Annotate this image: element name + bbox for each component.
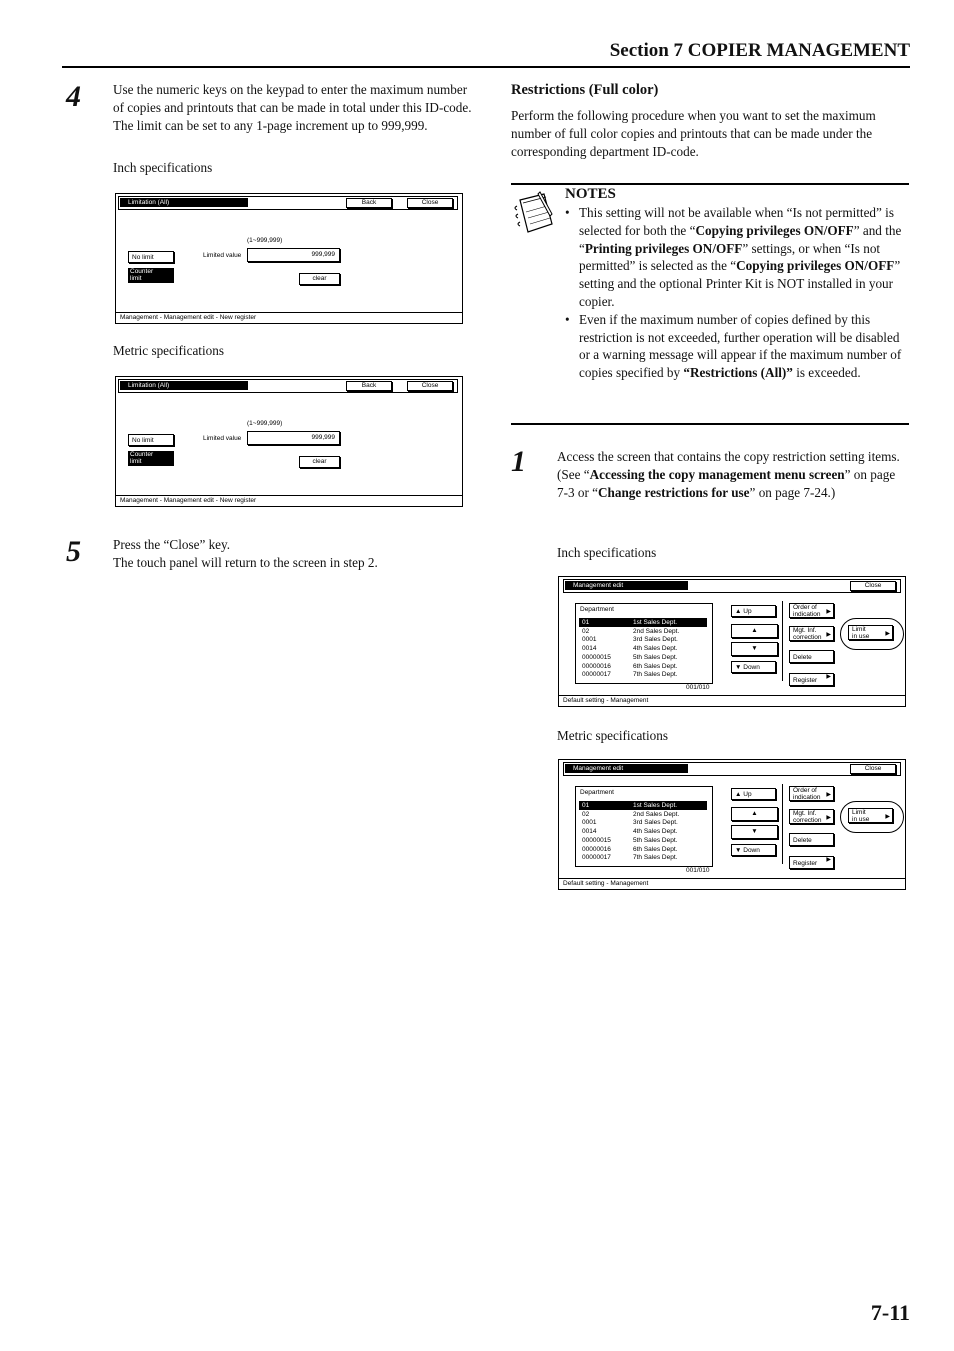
note-item-1: • This setting will not be available when “Is not permitted” is selected for both the “Copying privileges ON/OFF” and the “Printing privileges ON/OFF” settings, or when “Is not permitted” is selected as the “Copying privileges ON/OFF” setting and the optional Printer Kit is NOT installed in your copier. bbox=[565, 204, 909, 311]
list-item[interactable] bbox=[579, 627, 707, 636]
delete-button[interactable]: Delete bbox=[789, 650, 834, 663]
department-name: 3rd Sales Dept. bbox=[633, 819, 678, 827]
step-4-number: 4 bbox=[66, 80, 81, 113]
step-5-line-1: Press the “Close” key. bbox=[113, 537, 231, 552]
page-number: 7-11 bbox=[870, 1300, 910, 1325]
scroll-down-button[interactable] bbox=[731, 642, 778, 656]
clear-button[interactable]: clear bbox=[299, 273, 340, 285]
department-name: 2nd Sales Dept. bbox=[633, 810, 680, 818]
step-5-number: 5 bbox=[66, 535, 81, 568]
department-code: 0001 bbox=[582, 636, 597, 644]
department-code: 00000016 bbox=[582, 845, 611, 853]
triangle-up-icon: ▲ bbox=[751, 810, 758, 817]
order-of-indication-button[interactable]: Order of indication ▶ bbox=[789, 603, 834, 618]
clear-button[interactable]: clear bbox=[299, 456, 340, 468]
department-name: 4th Sales Dept. bbox=[633, 828, 678, 836]
counter-limit-button[interactable] bbox=[128, 268, 174, 283]
screen-footer: Default setting - Management bbox=[559, 878, 905, 889]
header-rule bbox=[62, 66, 910, 68]
list-item[interactable] bbox=[579, 836, 707, 845]
down-button[interactable] bbox=[731, 661, 776, 673]
up-button[interactable] bbox=[731, 788, 776, 800]
chevron-right-icon: ▶ bbox=[826, 857, 831, 863]
restrictions-heading: Restrictions (Full color) bbox=[511, 82, 659, 98]
department-label: Department bbox=[580, 789, 614, 796]
notes-top-rule bbox=[511, 183, 909, 185]
metric-spec-label-1: Metric specifications bbox=[113, 343, 224, 358]
department-code: 00000017 bbox=[582, 854, 611, 862]
metric-spec-label-2: Metric specifications bbox=[557, 728, 668, 743]
department-code: 00000015 bbox=[582, 653, 611, 661]
counter-limit-label-1: Counter bbox=[130, 451, 154, 458]
divider bbox=[782, 784, 783, 864]
delete-button[interactable]: Delete bbox=[789, 833, 834, 846]
department-name: 3rd Sales Dept. bbox=[633, 636, 678, 644]
department-list bbox=[575, 603, 713, 684]
department-code: 02 bbox=[582, 810, 590, 818]
department-name: 2nd Sales Dept. bbox=[633, 627, 680, 635]
chevron-right-icon: ▶ bbox=[826, 792, 831, 798]
range-text: (1~999,999) bbox=[247, 237, 283, 244]
step-4-text: Use the numeric keys on the keypad to enter the maximum number of copies and printouts that can be made in total under this ID-code. The limit can be set to any 1-page increment up to 999,999. bbox=[113, 82, 472, 133]
list-item[interactable] bbox=[579, 653, 707, 662]
list-item[interactable] bbox=[579, 810, 707, 819]
up-button[interactable] bbox=[731, 605, 776, 617]
notes-bottom-rule bbox=[511, 423, 909, 425]
divider bbox=[782, 601, 783, 681]
screen-footer: Management - Management edit - New register bbox=[116, 312, 462, 323]
department-code: 01 bbox=[582, 619, 590, 626]
limitation-screen-inch bbox=[115, 193, 463, 324]
step-1-line-2: (See “Accessing the copy management menu screen” on page 7-3 or “Change restrictions for use” on page 7-24.) bbox=[557, 466, 896, 500]
page-indicator: 001/010 bbox=[686, 684, 710, 691]
up-label: Up bbox=[743, 608, 752, 615]
limited-value-field[interactable]: 999,999 bbox=[247, 248, 340, 262]
list-item[interactable] bbox=[579, 853, 707, 862]
department-code: 0001 bbox=[582, 819, 597, 827]
notes-title: NOTES bbox=[565, 186, 616, 202]
chevron-right-icon: ▶ bbox=[826, 674, 831, 680]
counter-limit-label-1: Counter bbox=[130, 268, 154, 275]
up-arrow-icon: ▲ bbox=[735, 608, 742, 615]
mgt-inf-correction-button[interactable]: Mgt. Inf. correction ▶ bbox=[789, 626, 834, 641]
counter-limit-label-2: limit bbox=[130, 275, 142, 282]
department-name: 5th Sales Dept. bbox=[633, 836, 678, 844]
department-name: 6th Sales Dept. bbox=[633, 662, 678, 670]
triangle-down-icon: ▼ bbox=[751, 645, 758, 652]
list-item[interactable] bbox=[579, 662, 707, 671]
counter-limit-button[interactable] bbox=[128, 451, 174, 466]
department-name: 7th Sales Dept. bbox=[633, 671, 678, 679]
up-label: Up bbox=[743, 791, 752, 798]
department-code: 0014 bbox=[582, 828, 597, 836]
list-item[interactable] bbox=[579, 818, 707, 827]
no-limit-button[interactable]: No limit bbox=[128, 251, 174, 263]
page-indicator: 001/010 bbox=[686, 867, 710, 874]
screen-footer: Default setting - Management bbox=[559, 695, 905, 706]
department-code: 00000015 bbox=[582, 836, 611, 844]
step-1-text bbox=[557, 448, 909, 501]
department-name: 6th Sales Dept. bbox=[633, 845, 678, 853]
inch-spec-label-1: Inch specifications bbox=[113, 160, 213, 175]
chevron-right-icon: ▶ bbox=[826, 609, 831, 615]
close-button[interactable]: Close bbox=[407, 381, 453, 391]
department-name: 1st Sales Dept. bbox=[633, 619, 678, 626]
close-button[interactable]: Close bbox=[407, 198, 453, 208]
down-button[interactable] bbox=[731, 844, 776, 856]
down-arrow-icon: ▼ bbox=[735, 664, 742, 671]
list-item[interactable] bbox=[579, 827, 707, 836]
limited-value-label: Limited value bbox=[203, 252, 242, 259]
list-item[interactable] bbox=[579, 801, 707, 810]
register-button[interactable]: Register ▶ bbox=[789, 856, 834, 869]
management-edit-screen-inch bbox=[558, 576, 906, 707]
order-of-indication-button[interactable]: Order of indication ▶ bbox=[789, 786, 834, 801]
chevron-right-icon: ▶ bbox=[885, 631, 890, 637]
department-list bbox=[575, 786, 713, 867]
limited-value-label: Limited value bbox=[203, 435, 242, 442]
step-1-line-1: Access the screen that contains the copy restriction setting items. bbox=[557, 449, 900, 464]
close-button[interactable]: Close bbox=[850, 764, 896, 774]
counter-limit-label-2: limit bbox=[130, 458, 142, 465]
back-button[interactable]: Back bbox=[346, 198, 392, 208]
screen-title: Management edit bbox=[565, 581, 688, 590]
notes-list bbox=[565, 204, 909, 382]
no-limit-button[interactable]: No limit bbox=[128, 434, 174, 446]
chevron-right-icon: ▶ bbox=[826, 815, 831, 821]
limitation-screen-metric bbox=[115, 376, 463, 507]
department-code: 00000017 bbox=[582, 671, 611, 679]
down-label: Down bbox=[743, 847, 760, 854]
limit-in-use-button[interactable]: Limit in use ▶ bbox=[848, 808, 893, 823]
limit-in-use-button[interactable]: Limit in use ▶ bbox=[848, 625, 893, 640]
section-title: Section 7 COPIER MANAGEMENT bbox=[609, 40, 910, 61]
chevron-right-icon: ▶ bbox=[885, 814, 890, 820]
list-item[interactable] bbox=[579, 618, 707, 627]
down-arrow-icon: ▼ bbox=[735, 847, 742, 854]
list-item[interactable] bbox=[579, 644, 707, 653]
department-name: 5th Sales Dept. bbox=[633, 653, 678, 661]
inch-spec-label-2: Inch specifications bbox=[557, 545, 657, 560]
list-item[interactable] bbox=[579, 845, 707, 854]
list-item[interactable] bbox=[579, 670, 707, 679]
up-arrow-icon: ▲ bbox=[735, 791, 742, 798]
department-name: 4th Sales Dept. bbox=[633, 645, 678, 653]
note-item-2: • Even if the maximum number of copies defined by this restriction is not exceeded, further operation will be disabled or a warning message will appear if the maximum number of copies specified by “Restrictions (All)” is exceeded. bbox=[565, 311, 909, 382]
scroll-up-button[interactable] bbox=[731, 807, 778, 821]
notepad-icon bbox=[512, 190, 556, 238]
scroll-down-button[interactable] bbox=[731, 825, 778, 839]
close-button[interactable]: Close bbox=[850, 581, 896, 591]
step-5-line-2: The touch panel will return to the screen in step 2. bbox=[113, 554, 378, 570]
step-5-text bbox=[113, 536, 473, 572]
limited-value-field[interactable]: 999,999 bbox=[247, 431, 340, 445]
register-button[interactable]: Register ▶ bbox=[789, 673, 834, 686]
department-code: 01 bbox=[582, 802, 590, 809]
department-code: 02 bbox=[582, 627, 590, 635]
triangle-down-icon: ▼ bbox=[751, 828, 758, 835]
department-code: 00000016 bbox=[582, 662, 611, 670]
department-label: Department bbox=[580, 606, 614, 613]
chevron-right-icon: ▶ bbox=[826, 632, 831, 638]
mgt-inf-correction-button[interactable]: Mgt. Inf. correction ▶ bbox=[789, 809, 834, 824]
restrictions-intro: Perform the following procedure when you want to set the maximum number of full color copies and printouts that can be made under the corresponding department ID-code. bbox=[511, 108, 876, 159]
screen-title: Limitation (All) bbox=[120, 381, 248, 390]
triangle-up-icon: ▲ bbox=[751, 627, 758, 634]
list-item[interactable] bbox=[579, 635, 707, 644]
step-1-number: 1 bbox=[511, 445, 526, 478]
down-label: Down bbox=[743, 664, 760, 671]
screen-footer: Management - Management edit - New register bbox=[116, 495, 462, 506]
department-name: 7th Sales Dept. bbox=[633, 854, 678, 862]
department-code: 0014 bbox=[582, 645, 597, 653]
back-button[interactable]: Back bbox=[346, 381, 392, 391]
range-text: (1~999,999) bbox=[247, 420, 283, 427]
screen-title: Limitation (All) bbox=[120, 198, 248, 207]
screen-title: Management edit bbox=[565, 764, 688, 773]
management-edit-screen-metric bbox=[558, 759, 906, 890]
department-name: 1st Sales Dept. bbox=[633, 802, 678, 809]
scroll-up-button[interactable] bbox=[731, 624, 778, 638]
